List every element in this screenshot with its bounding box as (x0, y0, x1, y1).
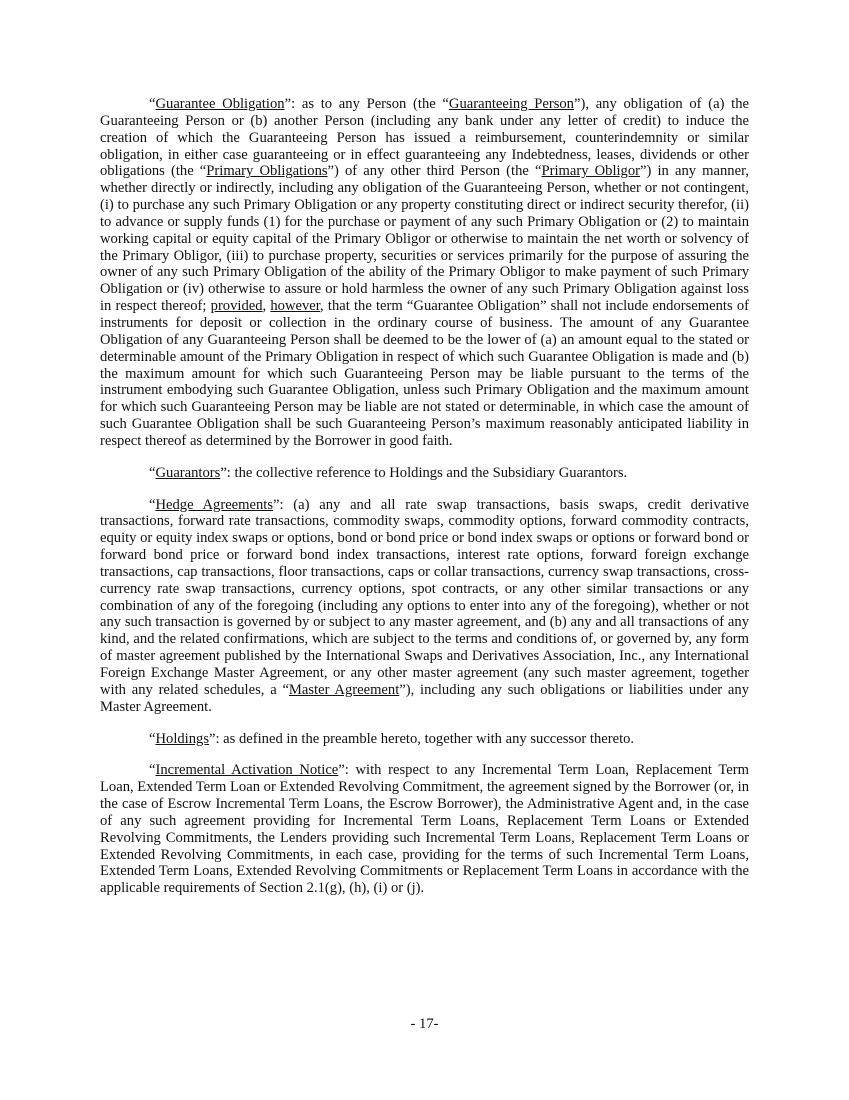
proviso-term: provided (210, 298, 263, 315)
definition-text: ”) in any manner, whether directly or indirectly, including any obligation of the Guaranteeing Person, whether or not contingent, (i) to purchase any such Primary Obligation or any property constituting direct or indirect security therefor, (ii) to advance or supply funds (1) for the purchase or payment of any such Primary Obligation or (2) to maintain working capital or equity capital of the Primary Obligor or otherwise to maintain the net worth or solvency of the Primary Obligor, (iii) to purchase property, securities or services primarily for the purpose of assuring the owner of any such Primary Obligation of the ability of the Primary Obligor to make payment of such Primary Obligation or (iv) otherwise to assure or hold harmless the owner of any such Primary Obligation against loss in respect thereof; (100, 163, 749, 315)
document-page (100, 96, 749, 912)
definition-incremental-activation-notice (100, 762, 749, 897)
separator: , (262, 298, 271, 315)
definition-text: ”: (a) any and all rate swap transactions, basis swaps, credit derivative transactions, forward rate transactions, commodity swaps, commodity options, forward commodity contracts, equity or equity index swaps or options, bond or bond price or bond index swaps or options or forward bond or forward bond price or forward bond index transactions, interest rate options, forward foreign exchange transactions, cap transactions, floor transactions, caps or collar transactions, currency swap transactions, cross-currency rate swap transactions, currency options, spot contracts, or any other similar transactions or any combination of any of the foregoing (including any options to enter into any of the foregoing), whether or not any such transaction is governed by or subject to any master agreement, and (b) any and all transactions of any kind, and the related confirmations, which are subject to the terms and conditions of, or governed by, any form of master agreement published by the International Swaps and Derivatives Association, Inc., any International Foreign Exchange Master Agreement, or any other master agreement (any such master agreement, together with any related schedules, a “ (100, 496, 749, 698)
defined-term: Primary Obligor (541, 163, 641, 180)
defined-term: Guarantors (155, 464, 221, 481)
definition-text: ”) of any other third Person (the “ (327, 163, 542, 180)
open-quote: “ (149, 496, 156, 513)
page-number: - 17- (410, 1016, 439, 1032)
defined-term: Incremental Activation Notice (155, 762, 339, 779)
defined-term: Hedge Agreements (155, 496, 274, 513)
definition-text: ”: with respect to any Incremental Term Loan, Replacement Term Loan, Extended Term Loan or Extended Revolving Commitment, the agreement signed by the Borrower (or, in the case of Escrow Incremental Term Loans, the Escrow Borrower), the Administrative Agent and, in the case of any such agreement providing for Incremental Term Loans, Replacement Term Loans or Extended Revolving Commitments, the Lenders providing such Incremental Term Loans, Replacement Term Loans or Extended Revolving Commitments, in each case, providing for the terms of such Incremental Term Loans, Extended Term Loans, Extended Revolving Commitments or Replacement Term Loans in accordance with the applicable requirements of Section 2.1(g), (h), (i) or (j). (100, 762, 750, 897)
open-quote: “ (149, 730, 156, 747)
defined-term: Master Agreement (288, 681, 400, 698)
definition-holdings (100, 731, 749, 748)
definition-text: ”: the collective reference to Holdings and the Subsidiary Guarantors. (220, 464, 628, 481)
open-quote: “ (149, 762, 156, 779)
open-quote: “ (149, 464, 156, 481)
defined-term: Guaranteeing Person (448, 96, 574, 112)
proviso-term: however (270, 298, 321, 315)
definition-text: ”), including any such obligations or liabilities under any Master Agreement. (100, 681, 749, 715)
definition-guarantors (100, 465, 749, 482)
defined-term: Guarantee Obligation (155, 96, 285, 112)
defined-term: Holdings (155, 730, 209, 747)
definition-text: , that the term “Guarantee Obligation” shall not include endorsements of instruments for deposit or collection in the ordinary course of business. The amount of any Guarantee Obligation of any Guaranteeing Person shall be deemed to be the lower of (a) an amount equal to the stated or determinable amount of the Primary Obligation in respect of which such Guarantee Obligation is made and (b) the maximum amount for which such Guaranteeing Person may be liable pursuant to the terms of the instrument embodying such Guarantee Obligation, unless such Primary Obligation and the maximum amount for which such Guaranteeing Person may be liable are not stated or determinable, in which case the amount of such Guarantee Obligation shall be such Guaranteeing Person’s maximum reasonably anticipated liability in respect thereof as determined by the Borrower in good faith. (100, 298, 749, 449)
definition-text: ”: as to any Person (the “ (284, 96, 449, 112)
definition-guarantee-obligation (100, 96, 749, 450)
definition-text: ”: as defined in the preamble hereto, together with any successor thereto. (209, 730, 635, 747)
definition-hedge-agreements (100, 497, 749, 716)
definition-text: ”), any obligation of (a) the Guaranteeing Person or (b) another Person (including any bank under any letter of credit) to induce the creation of which the Guaranteeing Person has issued a reimbursement, counterindemnity or similar obligation, in either case guaranteeing or in effect guaranteeing any Indebtedness, leases, dividends or other obligations (the “ (100, 96, 750, 180)
defined-term: Primary Obligations (206, 163, 328, 180)
open-quote: “ (149, 96, 156, 112)
